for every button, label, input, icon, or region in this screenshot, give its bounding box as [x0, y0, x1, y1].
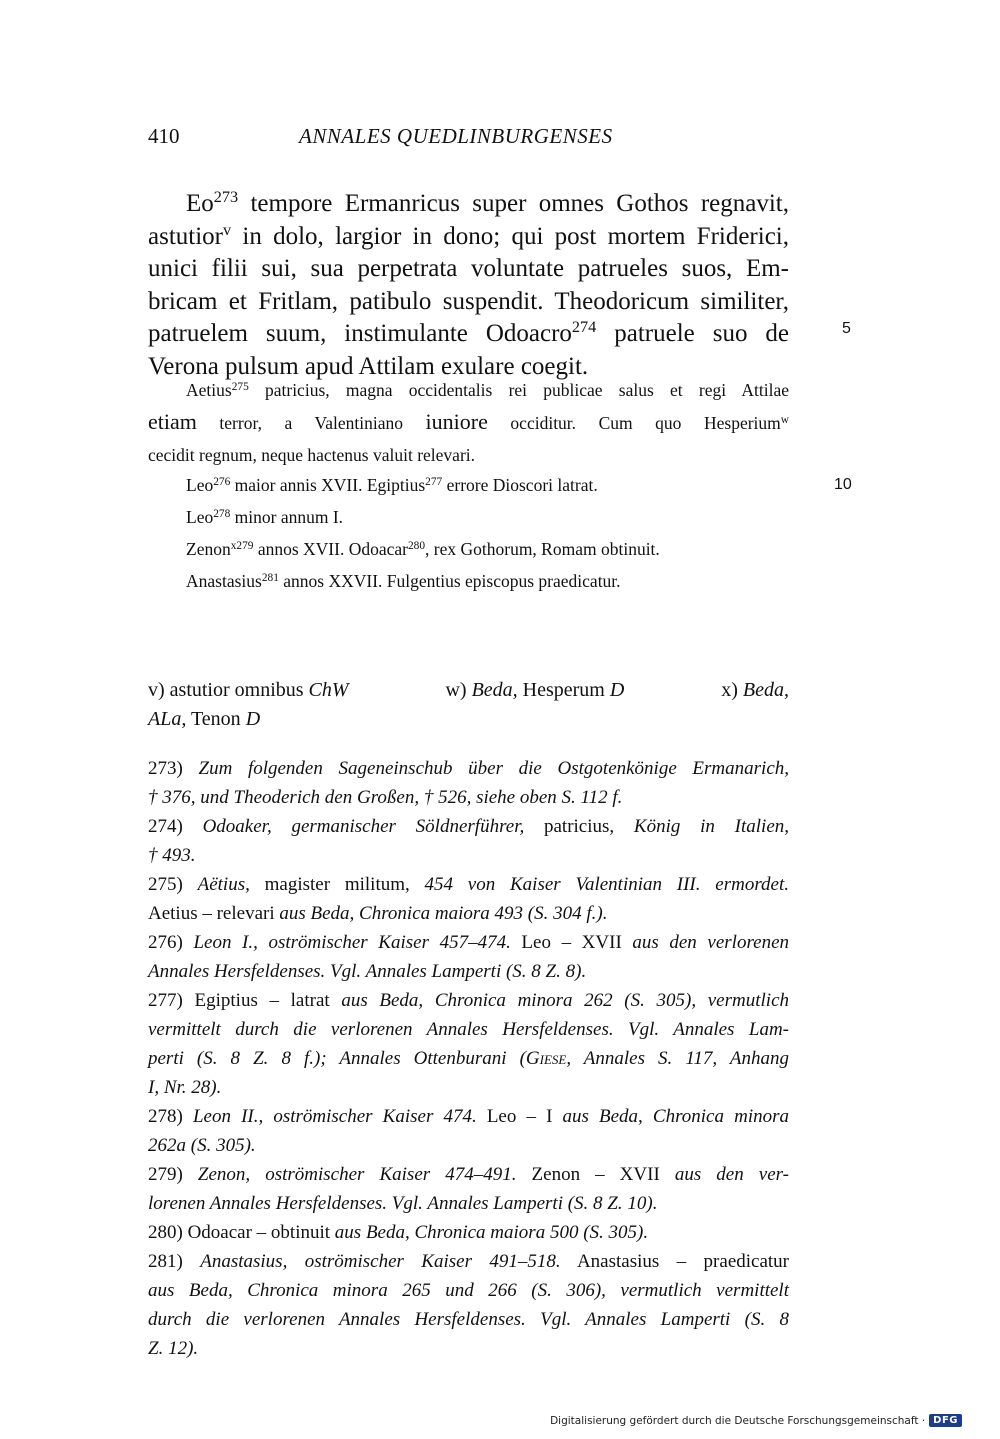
digitization-credit: [550, 1414, 962, 1427]
footnote-line: 277) Egiptius – latrat aus Beda, Chronica minora 262 (S. 305), vermutlich: [148, 990, 790, 1011]
footnote-line: durch die verlorenen Annales Hersfeldenses. Vgl. Annales Lamperti (S. 8: [148, 1309, 789, 1330]
variant-note: x) Beda,: [721, 679, 789, 701]
footnote-line: Annales Hersfeldenses. Vgl. Annales Lamperti (S. 8 Z. 8).: [148, 961, 587, 982]
footnote-ref: 275: [231, 380, 249, 393]
footnote-line: † 376, und Theoderich den Großen, † 526, siehe oben S. 112 f.: [148, 787, 623, 808]
text-line: Eo$^{273}$ tempore Ermanricus super omnes Gothos regnavit,: [186, 188, 789, 217]
variant-note: w) Beda, Hesperum D: [445, 679, 625, 701]
running-title: ANNALES QUEDLINBURGENSES: [299, 124, 613, 148]
page-number: 410: [148, 124, 180, 148]
footnote-line: Aetius – relevari aus Beda, Chronica maiora 493 (S. 304 f.).: [148, 903, 608, 924]
text-line: etiam terror, a Valentiniano iuniore occiditur. Cum quo Hesperium$^w$: [148, 409, 789, 434]
text-line: Verona pulsum apud Attilam exulare coegit.: [148, 352, 589, 380]
main-entries: [148, 469, 789, 597]
footnote-line: 279) Zenon, oströmischer Kaiser 474–491. Zenon – XVII aus den ver-: [148, 1164, 789, 1185]
entry-line: Zenon$^{x279}$ annos XVII. Odoacar$^{280}$, rex Gothorum, Romam obtinuit.: [186, 539, 660, 559]
footnotes: [148, 754, 789, 1363]
text-line: unici filii sui, sua perpetrata voluntate patrueles suos, Em-: [148, 255, 789, 282]
footnote-ref: 277: [425, 475, 443, 488]
credit-text: Digitalisierung gefördert durch die Deutsche Forschungsgemeinschaft ·: [550, 1414, 926, 1427]
footnote-line: I, Nr. 28).: [148, 1077, 222, 1098]
footnote-line: 274) Odoaker, germanischer Söldnerführer, patricius, König in Italien,: [148, 816, 789, 837]
footnote-ref: 281: [261, 571, 279, 584]
footnote-line: perti (S. 8 Z. 8 f.); Annales Ottenburani (Giese, Annales S. 117, Anhang: [148, 1048, 789, 1069]
variant-ref: w: [780, 413, 789, 426]
footnote-line: 273) Zum folgenden Sageneinschub über die Ostgotenkönige Ermanarich,: [148, 758, 790, 779]
footnote-line: vermittelt durch die verlorenen Annales Hersfeldenses. Vgl. Annales Lam-: [148, 1019, 789, 1040]
footnote-line: 278) Leon II., oströmischer Kaiser 474. Leo – I aus Beda, Chronica minora: [148, 1106, 789, 1127]
variant-apparatus: [148, 676, 789, 734]
margin-line-number: 5: [842, 320, 851, 337]
entry-line: Leo$^{276}$ maior annis XVII. Egiptius$^{277}$ errore Dioscori latrat.: [186, 475, 598, 495]
running-head: [148, 124, 840, 158]
text-line: bricam et Fritlam, patibulo suspendit. Theodoricum similiter,: [148, 287, 789, 315]
footnote-ref: 276: [213, 475, 231, 488]
variant-note: v) astutior omnibus ChW: [148, 679, 349, 701]
footnote-line: Z. 12).: [148, 1338, 199, 1359]
variant-row: ALa, Tenon D: [148, 708, 261, 730]
main-paragraph-2: [148, 374, 789, 471]
text-line: astutior$^v$ in dolo, largior in dono; qui post mortem Friderici,: [148, 220, 789, 250]
footnote-line: 280) Odoacar – obtinuit aus Beda, Chronica maiora 500 (S. 305).: [148, 1222, 649, 1243]
footnote-line: lorenen Annales Hersfeldenses. Vgl. Annales Lamperti (S. 8 Z. 10).: [148, 1193, 658, 1214]
text-line: cecidit regnum, neque hactenus valuit relevari.: [148, 445, 476, 465]
text-line: Aetius$^{275}$ patricius, magna occidentalis rei publicae salus et regi Attilae: [186, 380, 789, 400]
footnote-line: † 493.: [148, 845, 196, 866]
entry-line: Anastasius$^{281}$ annos XXVII. Fulgentius episcopus praedicatur.: [186, 571, 621, 591]
footnote-ref: 273: [213, 188, 239, 207]
variant-ref: v: [223, 220, 232, 239]
footnote-line: 275) Aëtius, magister militum, 454 von Kaiser Valentinian III. ermordet.: [148, 874, 789, 895]
main-paragraph-1: [148, 188, 789, 383]
margin-line-number: 10: [834, 476, 852, 493]
entry-line: Leo$^{278}$ minor annum I.: [186, 507, 344, 527]
footnote-line: 262a (S. 305).: [148, 1135, 256, 1156]
footnote-line: 281) Anastasius, oströmischer Kaiser 491–518. Anastasius – praedicatur: [148, 1251, 789, 1272]
dfg-logo: DFG: [929, 1414, 962, 1427]
footnote-ref: 278: [213, 507, 231, 520]
footnote-ref: 274: [571, 318, 597, 337]
footnote-line: 276) Leon I., oströmischer Kaiser 457–474. Leo – XVII aus den verlorenen: [148, 932, 790, 953]
footnote-ref: x279: [230, 539, 254, 552]
footnote-ref: 280: [407, 539, 426, 552]
variant-row: [148, 676, 789, 705]
text-line: patruelem suum, instimulante Odoacro$^{274}$ patruele suo de: [148, 318, 789, 347]
footnote-line: aus Beda, Chronica minora 265 und 266 (S. 306), vermutlich vermittelt: [148, 1280, 789, 1301]
